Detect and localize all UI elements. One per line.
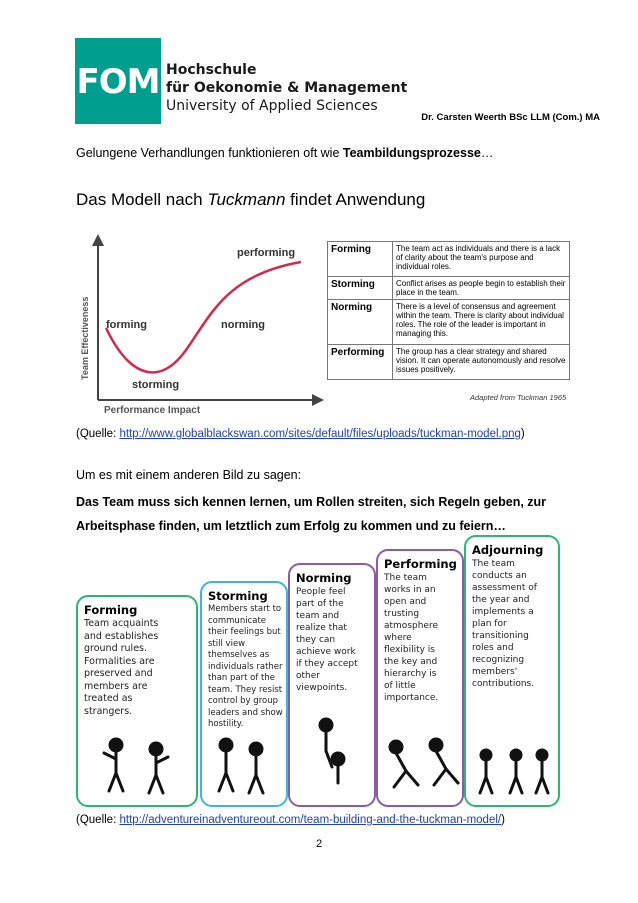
card-storming: Storming Members start to communicate their feelings but still view themselves as individuals rather than part of the team. They resist control by group leaders and show hostility. bbox=[200, 581, 288, 807]
card-forming: Forming Team acquaints and establishes ground rules. Formalities are preserved and members are treated as strangers. bbox=[76, 595, 198, 807]
card-performing: Performing The team works in an open and trusting atmosphere where flexibility is the key and hierarchy is of little importance. bbox=[376, 549, 464, 807]
stage-table bbox=[327, 241, 570, 380]
transition-sentence: Um es mit einem anderen Bild zu sagen: bbox=[76, 468, 302, 482]
tuckman-cartoon-figure bbox=[76, 535, 562, 807]
table-row: Forming The team act as individuals and there is a lack of clarity about the team's purpose and individual roles. bbox=[328, 242, 570, 277]
summary-bold: Das Team muss sich kennen lernen, um Rollen streiten, sich Regeln geben, zur Arbeitsphase finden, um letztlich zum Erfolg zu kommen und zu feiern… bbox=[76, 495, 547, 533]
label-storming: storming bbox=[132, 379, 180, 391]
x-axis-label: Performance Impact bbox=[104, 405, 201, 416]
card-norming: Norming People feel part of the team and realize that they can achieve work if they accept other viewpoints. bbox=[288, 563, 376, 807]
intro-paragraph: Gelungene Verhandlungen funktionieren oft wie Teambildungsprozesse… bbox=[76, 146, 494, 160]
institution-line-1: Hochschule bbox=[166, 62, 257, 78]
table-row: Norming There is a level of consensus and agreement within the team. There is clarity about individual roles. The role of the leader is important in managing this. bbox=[328, 300, 570, 345]
label-forming: forming bbox=[106, 319, 147, 331]
x-axis-arrow bbox=[312, 394, 324, 406]
card-adjourning: Adjourning The team conducts an assessment of the year and implements a plan for transitioning roles and recognizing members' contributions. bbox=[464, 535, 560, 807]
source-2-link[interactable]: http://adventureinadventureout.com/team-building-and-the-tuckman-model/ bbox=[119, 814, 502, 826]
source-1: (Quelle: http://www.globalblackswan.com/sites/default/files/uploads/tuckman-model.png) bbox=[76, 428, 525, 440]
label-norming: norming bbox=[221, 319, 265, 331]
fom-logo: FOM bbox=[75, 38, 161, 124]
table-row: Performing The group has a clear strategy and shared vision. It can operate autonomously and resolve issues positively. bbox=[328, 345, 570, 380]
source-1-link[interactable]: http://www.globalblackswan.com/sites/default/files/uploads/tuckman-model.png bbox=[119, 428, 521, 440]
effectiveness-curve bbox=[106, 262, 301, 372]
y-axis-arrow bbox=[92, 234, 104, 246]
institution-line-3: University of Applied Sciences bbox=[166, 98, 378, 114]
tuckman-curve-figure bbox=[76, 230, 326, 420]
source-2: (Quelle: http://adventureinadventureout.com/team-building-and-the-tuckman-model/) bbox=[76, 814, 505, 826]
page-number: 2 bbox=[315, 838, 323, 850]
stick-figures bbox=[76, 715, 562, 803]
label-performing: performing bbox=[237, 247, 296, 259]
y-axis-label: Team Effectiveness bbox=[80, 296, 90, 380]
adapted-note: Adapted from Tuckman 1965 bbox=[470, 393, 567, 402]
institution-line-2: für Oekonomie & Management bbox=[166, 80, 408, 96]
table-row: Storming Conflict arises as people begin to establish their place in the team. bbox=[328, 277, 570, 300]
section-heading: Das Modell nach Tuckmann findet Anwendung bbox=[76, 190, 426, 209]
author-name: Dr. Carsten Weerth BSc LLM (Com.) MA bbox=[421, 112, 600, 123]
